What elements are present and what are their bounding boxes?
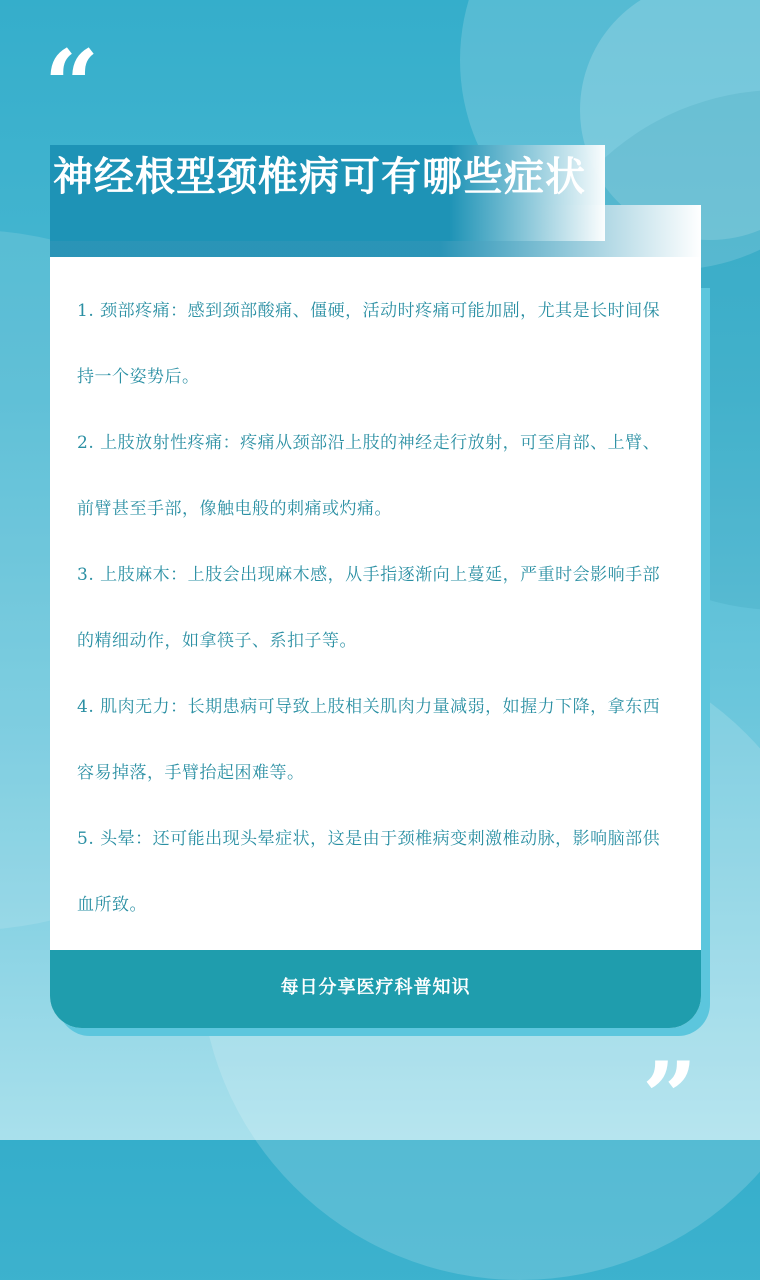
content-card [50,205,701,1028]
symptom-item: 2. 上肢放射性疼痛：疼痛从颈部沿上肢的神经走行放射，可至肩部、上臂、前臂甚至手部，像触电般的刺痛或灼痛。 [77,433,661,519]
symptom-list [77,278,672,938]
symptom-item: 3. 上肢麻木：上肢会出现麻木感，从手指逐渐向上蔓延，严重时会影响手部的精细动作，如拿筷子、系扣子等。 [77,565,661,651]
open-quote-icon: “ [44,29,100,142]
symptom-item: 5. 头晕：还可能出现头晕症状，这是由于颈椎病变刺激椎动脉，影响脑部供血所致。 [77,829,661,915]
symptom-item: 4. 肌肉无力：长期患病可导致上肢相关肌肉力量减弱，如握力下降，拿东西容易掉落，手臂抬起困难等。 [77,697,661,783]
page-title: 神经根型颈椎病可有哪些症状 [53,154,586,200]
symptom-item: 1. 颈部疼痛：感到颈部酸痛、僵硬，活动时疼痛可能加剧，尤其是长时间保持一个姿势后。 [77,301,661,387]
footer-banner: 每日分享医疗科普知识 [50,950,701,1028]
close-quote-icon: ” [642,1041,698,1154]
